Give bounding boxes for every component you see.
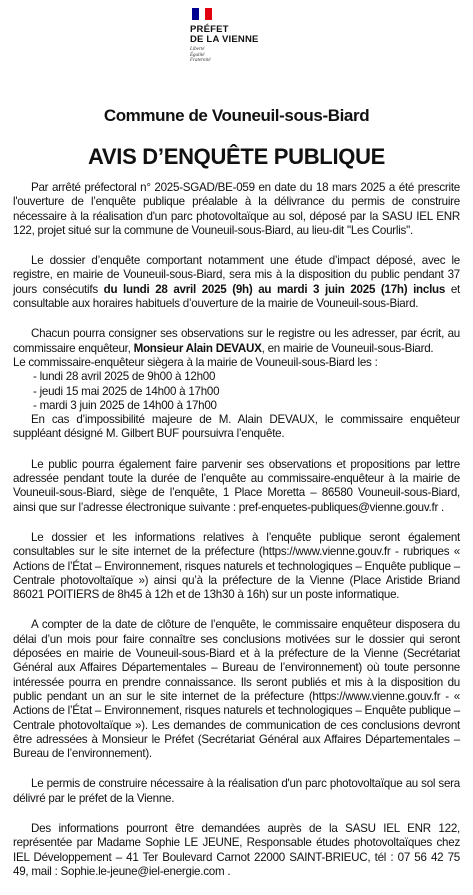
motto-liberte: Liberté [190,47,205,52]
conclusions-text: A compter de la date de clôture de l’enquête, le commissaire enquêteur disposera du délai d’un mois pour faire connaître ses conclusions motivées sur le dossier qui seront déposées en mairie de Vouneuil-sous-Biard et à la préfecture de la Vienne (Secrétariat Général aux Affaires Départementales – Bureau de l’environnement) où toute personne intéressée pourra en prendre connaissance. Ils seront publiés et mis à la disposition du public pendant un an sur le site internet de la préfecture (https://www.vienne.gouv.fr - « Actions de l’État – Environnement, risques naturels et technologiques – Enquête publique – Centrale photovoltaïque »). Les demandes de communication de ces conclusions devront être adressées à Monsieur le Préfet (Secrétariat Général aux Affaires Départementales – Bureau de l’environnement). [13,618,460,761]
flag-blue [192,8,199,20]
notice-body [13,181,460,895]
dossier-text-end: et consultable aux horaires habituels d’ouverture de la mairie de Vouneuil-sous-Biard. [13,282,461,311]
paragraph-dossier [13,254,460,311]
prefecture-logo [190,8,280,64]
paragraph-letters [13,458,460,515]
letters-text: Le public pourra également faire parvenir ses observations et propositions par lettre adressée pendant toute la durée de l’enquête au commissaire-enquêteur à la mairie de Vouneuil-sous-Biard, siège de l’enquête, 1 Place Moretta – 86580 Vouneuil-sous-Biard, ainsi que sur l’adresse électronique suivante : pref-enquetes-publiques@vienne.gouv.fr . [13,457,460,514]
observations-text-end: , en mairie de Vouneuil-sous-Biard. [261,341,434,355]
paragraph-decree [13,181,460,238]
decree-text: Par arrêté préfectoral n° 2025-SGAD/BE-059 en date du 18 mars 2025 a été prescrite l'ouverture de l’enquête publique préalable à la délivrance du permis de construire nécessaire à la réalisation d'un parc photovoltaïque au sol, déposé par la SASU IEL ENR 122, projet situé sur la commune de Vouneuil-sous-Biard, au lieu-dit "Les Courlis". [13,181,460,237]
logo-title [190,25,280,45]
notice-title: AVIS D’ENQUÊTE PUBLIQUE [87,144,386,169]
permit-text: Le permis de construire nécessaire à la réalisation d'un parc photovoltaïque au sol sera délivré par le préfet de la Vienne. [13,777,460,805]
flag-white [199,8,206,20]
paragraph-conclusions [13,618,460,761]
consultation-text: Le dossier et les informations relatives à l’enquête publique seront également consultables sur le site internet de la préfecture (https://www.vienne.gouv.fr - rubriques « Actions de l’État – Environnement, risques naturels et technologiques – Enquête publique – Centrale photovoltaïque ») ainsi qu’à la préfecture de la Vienne (Place Aristide Briand 86021 POITIERS de 8h45 à 12h et de 13h30 à 16h) sur un poste informatique. [13,530,460,602]
session-date-2: - jeudi 15 mai 2025 de 14h00 à 17h00 [33,384,220,398]
enquiry-dates: du lundi 28 avril 2025 (9h) au mardi 3 juin 2025 (17h) inclus [103,282,446,296]
logo-line2: DE LA VIENNE [190,34,259,45]
paragraph-permit [13,777,460,806]
commune-heading: Commune de Vouneuil-sous-Biard [103,106,370,125]
republic-motto [190,47,280,64]
dossier-text: Le dossier d’enquête comportant notamment une étude d’impact déposé, avec le registre, en mairie de Vouneuil-sous-Biard, sera mis à la disposition du public pendant 37 jours consécutifs [13,254,460,296]
paragraph-observations [13,327,460,356]
flag-red [205,8,212,20]
paragraph-substitute [13,413,460,442]
session-date-1: - lundi 28 avril 2025 de 9h00 à 12h00 [33,370,216,384]
paragraph-contact [13,822,460,879]
motto-fraternite: Fraternité [190,58,211,64]
commissioner-sessions-intro: Le commissaire-enquêteur siègera à la mairie de Vouneuil-sous-Biard les : [13,355,378,369]
contact-text: Des informations pourront être demandées auprès de la SASU IEL ENR 122, représentée par Madame Sophie LE JEUNE, Responsable études photovoltaïques chez IEL Développement – 41 Ter Boulevard Carnot 22000 SAINT-BRIEUC, tél : 07 56 42 75 49, mail : Sophie.le-jeune@iel-energie.com . [13,821,460,878]
commissioner-name: Monsieur Alain DEVAUX [133,341,262,355]
marianne-flag-icon [192,8,212,20]
substitute-text: En cas d’impossibilité majeure de M. Alain DEVAUX, le commissaire enquêteur suppléant désigné M. Gilbert BUF poursuivra l’enquête. [13,413,460,441]
paragraph-consultation [13,531,460,602]
session-date-3: - mardi 3 juin 2025 de 14h00 à 17h00 [33,398,217,412]
motto-egalite: Égalité [190,52,205,58]
observations-text: Chacun pourra consigner ses observations sur le registre ou les adresser, par écrit, au commissaire enquêteur, [13,327,460,355]
logo-line1: PRÉFET [190,24,229,35]
